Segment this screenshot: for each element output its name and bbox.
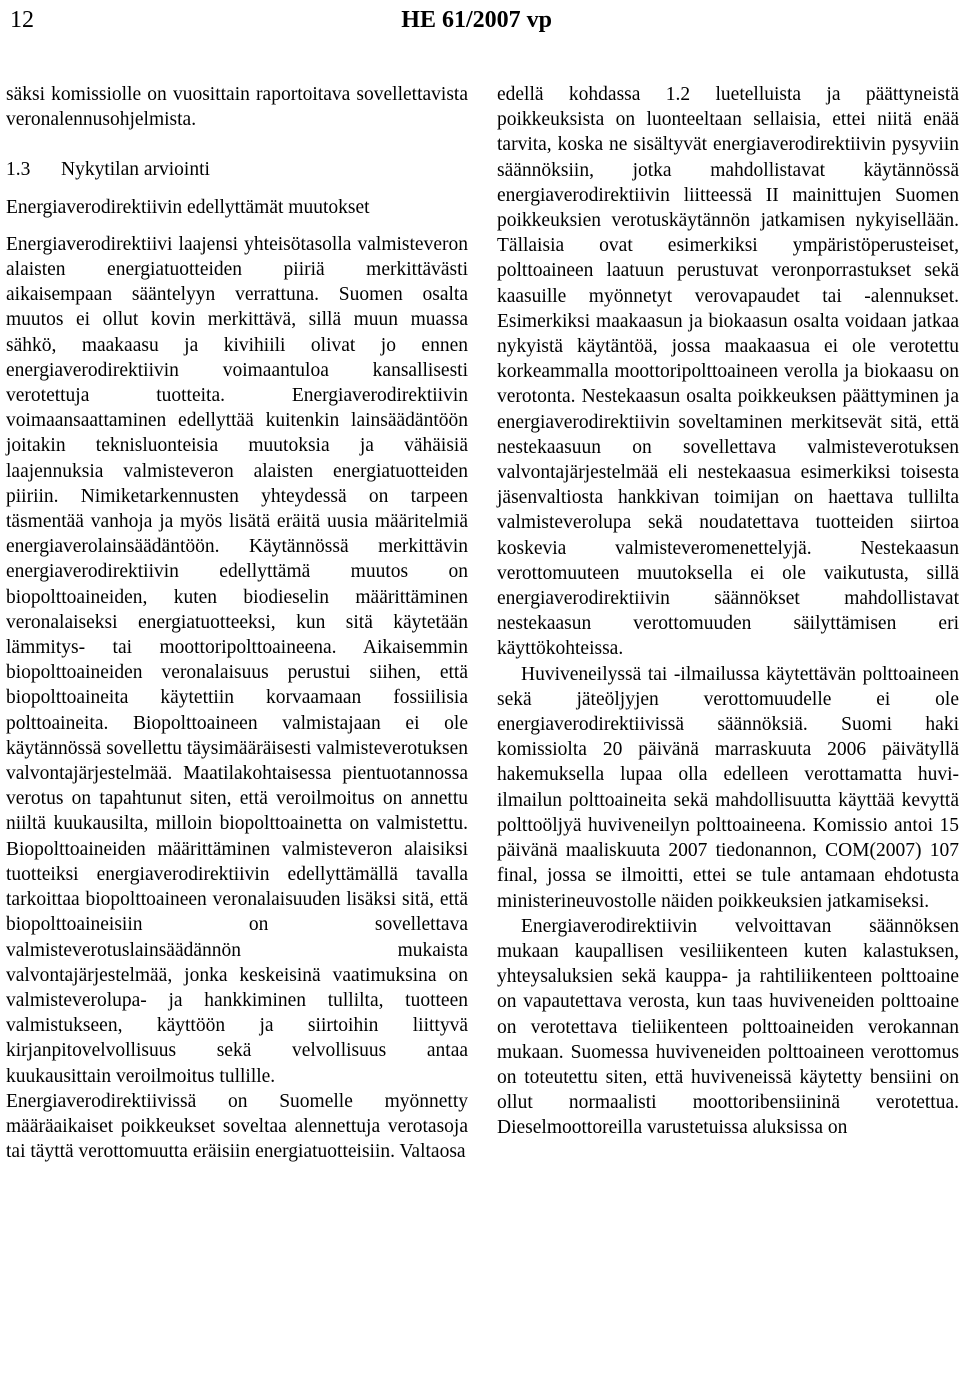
left-column [6,82,468,1164]
maritime-fuel-paragraph: Energiaverodirektiivin velvoittavan säännöksen mukaan kaupallisen vesiliikenteen kuten kalastuksen, yhteysaluksien sekä kauppa- ja rahtiliikenteen polttoaine on vapautettava verosta, kun taas huviveneiden polttoaine on verotettava tieliikenteen polttoaineiden verokannan mukaan. Suomessa huviveneiden polttoaineen verottomus on toteutettu siten, että huviveneissä käytetty bensiini on ollut normaalisti moottoribensiininä verotettua. Dieselmoottoreilla varustetuissa aluksissa on [497,915,959,1139]
right-column [497,82,959,1141]
subheading: Energiaverodirektiivin edellyttämät muutokset [6,196,370,218]
closing-paragraph: Energiaverodirektiivissä on Suomelle myönnetty määräaikaiset poikkeukset soveltaa alennettuja verotasoja tai täyttä verottomuutta eräisiin energiatuotteisiin. Valtaosa [6,1090,468,1163]
section-heading [6,157,468,182]
section-number: 1.3 [6,159,31,181]
page-number: 12 [10,7,34,33]
section-title: Nykytilan arviointi [61,159,210,181]
intro-paragraph: säksi komissiolle on vuosittain raportoitava sovellettavista veronalennusohjelmista. [6,84,468,131]
page-header [0,0,960,38]
main-paragraph: Energiaverodirektiivi laajensi yhteisötasolla valmisteveron alaisten energiatuotteiden piiriä merkittävästi aikaisempaan sääntelyyn verrattuna. Suomen osalta muutos ei ollut kovin merkittävä, sillä muun muassa sähkö, maakaasu ja kivihiili olivat jo ennen energiaverodirektiivin voimaantuloa kansallisesti verotettuja tuotteita. Energiaverodirektiivin voimaansaattaminen edellyttää kuitenkin lainsäädäntöön joitakin teknisluonteisia muutoksia ja vähäisiä laajennuksia valmisteveron alaisten energiatuotteiden piiriin. Nimiketarkennusten yhteydessä on tarpeen täsmentää vanhoja ja myös lisätä eräitä uusia määritelmiä energiaverolainsäädäntöön. Käytännössä merkittävin energiaverodirektiivin edellyttämä muutos on biopolttoaineiden, kuten biodieselin määrittäminen veronalaiseksi energiatuotteeksi, kun sitä käytetään lämmitys- tai moottoripolttoaineena. Aikaisemmin biopolttoaineiden veronalaisuus perustui siihen, että biopolttoaineita käytettiin korvaamaan fossiilisia polttoaineita. Biopolttoaineen valmistajaan ei ole käytännössä sovellettu täysimääräisesti valmisteverotuksen valvontajärjestelmää. Maatilakohtaisessa pientuotannossa verotus on tapahtunut siten, että veroilmoitus on annettu niiltä kuukausilta, milloin biopolttoainetta on valmistettu. Biopolttoaineiden määrittäminen valmisteveron alaisiksi tuotteiksi energiaverodirektiivin edellyttämällä tavalla tarkoittaa biopolttoaineen veronalaisuuden lisäksi sitä, että biopolttoaineisiin on sovellettava valmisteverotuslainsäädännön mukaista valvontajärjestelmää, jonka keskeisinä vaatimuksina on valmisteverolupa- ja hankkiminen tullilta, tuotteen valmistukseen, käyttöön ja siirtoihin liittyvä kirjanpitovelvollisuus sekä velvollisuus antaa kuukausittain veroilmoitus tullille. [6,233,468,1087]
recreational-fuel-paragraph: Huviveneilyssä tai -ilmailussa käytettävän polttoaineen sekä jäteöljyjen verottomuudelle ei ole energiaverodirektiivissä säännöksiä. Suomi haki komissiolta 20 päivänä marraskuuta 2006 päivätyllä hakemuksella lupaa olla edelleen verottamatta huvi-ilmailun polttoaineita sekä mahdollisuutta käyttää kevyttä polttoöljyä huviveneilyn polttoaineena. Komissio antoi 15 päivänä maaliskuuta 2007 tiedonannon, COM(2007) 107 final, jossa se ilmoitti, ettei se tule antamaan ehdotusta ministerineuvostolle näiden poikkeuksien jatkamiseksi. [497,663,959,912]
document-id: HE 61/2007 vp [401,7,552,33]
continued-paragraph: edellä kohdassa 1.2 luetelluista ja päättyneistä poikkeuksista on luonteeltaan sellaisia, ettei niitä enää tarvita, koska ne sisältyvät energiaverodirektiivin pysyviin säännöksiin, jotka mahdollistavat käytännössä energiaverodirektiivin liitteessä II mainittujen Suomen poikkeuksien verotuskäytännön jatkamisen nykyisellään. Tällaisia ovat esimerkiksi ympäristöperusteiset, polttoaineen laatuun perustuvat veronporrastukset sekä kaasuille myönnetyt verovapaudet tai -alennukset. Esimerkiksi maakaasun ja biokaasun osalta voidaan jatkaa nykyistä käytäntöä, jossa maakaasua ei ole verotettu korkeammalla moottoripolttoaineen verolla ja biokaasu on verotonta. Nestekaasun osalta poikkeuksen päättyminen ja energiaverodirektiivin soveltaminen merkitsevät sitä, että nestekaasuun on sovellettava valmisteverotuksen valvontajärjestelmää eli nestekaasua esimerkiksi toisesta jäsenvaltiosta hankkivan toimijan on haettava tullilta valmisteverolupa sekä noudatettava tuotteiden siirtoa koskevia valmisteveromenettelyjä. Nestekaasun verottomuuteen muutoksella ei ole vaikutusta, sillä energiaverodirektiivin säännökset mahdollistavat nestekaasun verottomuuden säilyttämisen eri käyttökohteissa. [497,84,959,660]
